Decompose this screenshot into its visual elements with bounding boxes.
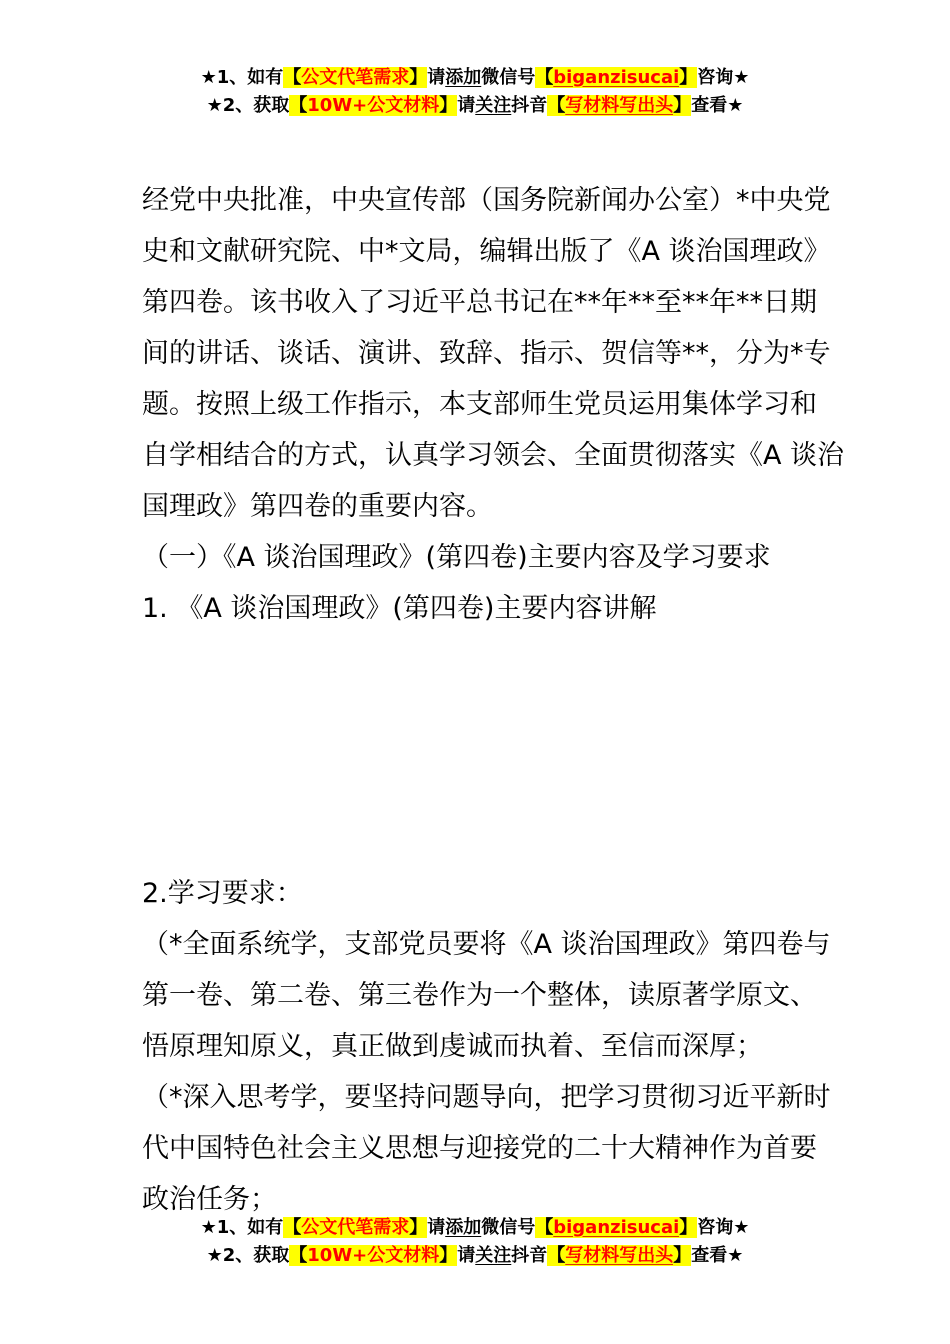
gongwen-service-highlight: 公文代笔需求 [301, 1217, 410, 1238]
text-line: （一）《A 谈治国理政》(第四卷)主要内容及学习要求 [142, 542, 771, 573]
follow-action-underline: 关注 [475, 95, 512, 116]
promo-prefix: ★1、如有 [200, 1217, 284, 1238]
paragraph-study-requirements [142, 868, 831, 1225]
paragraph-intro [142, 175, 845, 634]
text-line: 1. 《A 谈治国理政》(第四卷)主要内容讲解 [142, 593, 657, 624]
bracket-open: 【 [547, 1245, 566, 1266]
text-line: 史和文献研究院、中*文局，编辑出版了《A 谈治国理政》 [142, 236, 831, 267]
wechat-id-highlight: biganzisucai [553, 1217, 680, 1238]
bracket-close: 】 [409, 1217, 428, 1238]
bracket-close: 】 [409, 67, 428, 88]
promo-suffix: 查看★ [691, 1245, 744, 1266]
promo-banner-top [0, 64, 950, 120]
text-line: 自学相结合的方式，认真学习领会、全面贯彻落实《A 谈治 [142, 440, 845, 471]
text-line: 题。按照上级工作指示，本支部师生党员运用集体学习和 [142, 389, 817, 420]
promo-prefix: ★1、如有 [200, 67, 284, 88]
bracket-close: 】 [679, 67, 698, 88]
text-line: 第一卷、第二卷、第三卷作为一个整体，读原著学原文、 [142, 980, 817, 1011]
text-run: 抖音 [511, 1245, 548, 1266]
promo-line-2 [0, 92, 950, 120]
promo-banner-bottom [0, 1214, 950, 1270]
gongwen-service-highlight: 公文代笔需求 [301, 67, 410, 88]
promo-line-2 [0, 1242, 950, 1270]
text-run: 抖音 [511, 95, 548, 116]
text-line: 第四卷。该书收入了习近平总书记在**年**至**年**日期 [142, 287, 817, 318]
text-line: （*深入思考学，要坚持问题导向，把学习贯彻习近平新时 [142, 1082, 831, 1113]
text-run: 请 [427, 1217, 446, 1238]
promo-suffix: 咨询★ [697, 67, 750, 88]
text-run: 微信号 [481, 67, 536, 88]
promo-line-1 [0, 1214, 950, 1242]
promo-suffix: 咨询★ [697, 1217, 750, 1238]
wechat-id-highlight: biganzisucai [553, 67, 680, 88]
bracket-open: 【 [535, 67, 554, 88]
text-line: 悟原理知原义，真正做到虔诚而执着、至信而深厚； [142, 1031, 763, 1062]
bracket-open: 【 [283, 1217, 302, 1238]
bracket-open: 【 [289, 95, 308, 116]
text-line: 代中国特色社会主义思想与迎接党的二十大精神作为首要 [142, 1133, 817, 1164]
bracket-open: 【 [535, 1217, 554, 1238]
text-line: 国理政》第四卷的重要内容。 [142, 491, 493, 522]
bracket-close: 】 [679, 1217, 698, 1238]
douyin-account-highlight: 写材料写出头 [565, 1245, 674, 1266]
materials-highlight: 10W+公文材料 [307, 1245, 440, 1266]
bracket-open: 【 [289, 1245, 308, 1266]
text-line: 间的讲话、谈话、演讲、致辞、指示、贺信等**，分为*专 [142, 338, 831, 369]
promo-suffix: 查看★ [691, 95, 744, 116]
text-run: 请 [457, 1245, 476, 1266]
bracket-close: 】 [673, 1245, 692, 1266]
follow-action-underline: 关注 [475, 1245, 512, 1266]
bracket-close: 】 [439, 95, 458, 116]
text-run: 微信号 [481, 1217, 536, 1238]
bracket-open: 【 [547, 95, 566, 116]
materials-highlight: 10W+公文材料 [307, 95, 440, 116]
bracket-close: 】 [673, 95, 692, 116]
promo-prefix: ★2、获取 [206, 1245, 290, 1266]
text-run: 请 [457, 95, 476, 116]
blank-area [142, 640, 814, 860]
text-line: （*全面系统学，支部党员要将《A 谈治国理政》第四卷与 [142, 929, 831, 960]
bracket-close: 】 [439, 1245, 458, 1266]
text-line: 政治任务； [142, 1184, 277, 1215]
promo-line-1 [0, 64, 950, 92]
douyin-account-highlight: 写材料写出头 [565, 95, 674, 116]
text-line: 2.学习要求： [142, 878, 303, 909]
promo-prefix: ★2、获取 [206, 95, 290, 116]
add-action-underline: 添加 [445, 1217, 482, 1238]
add-action-underline: 添加 [445, 67, 482, 88]
text-line: 经党中央批准，中央宣传部（国务院新闻办公室）*中央党 [142, 185, 831, 216]
text-run: 请 [427, 67, 446, 88]
bracket-open: 【 [283, 67, 302, 88]
